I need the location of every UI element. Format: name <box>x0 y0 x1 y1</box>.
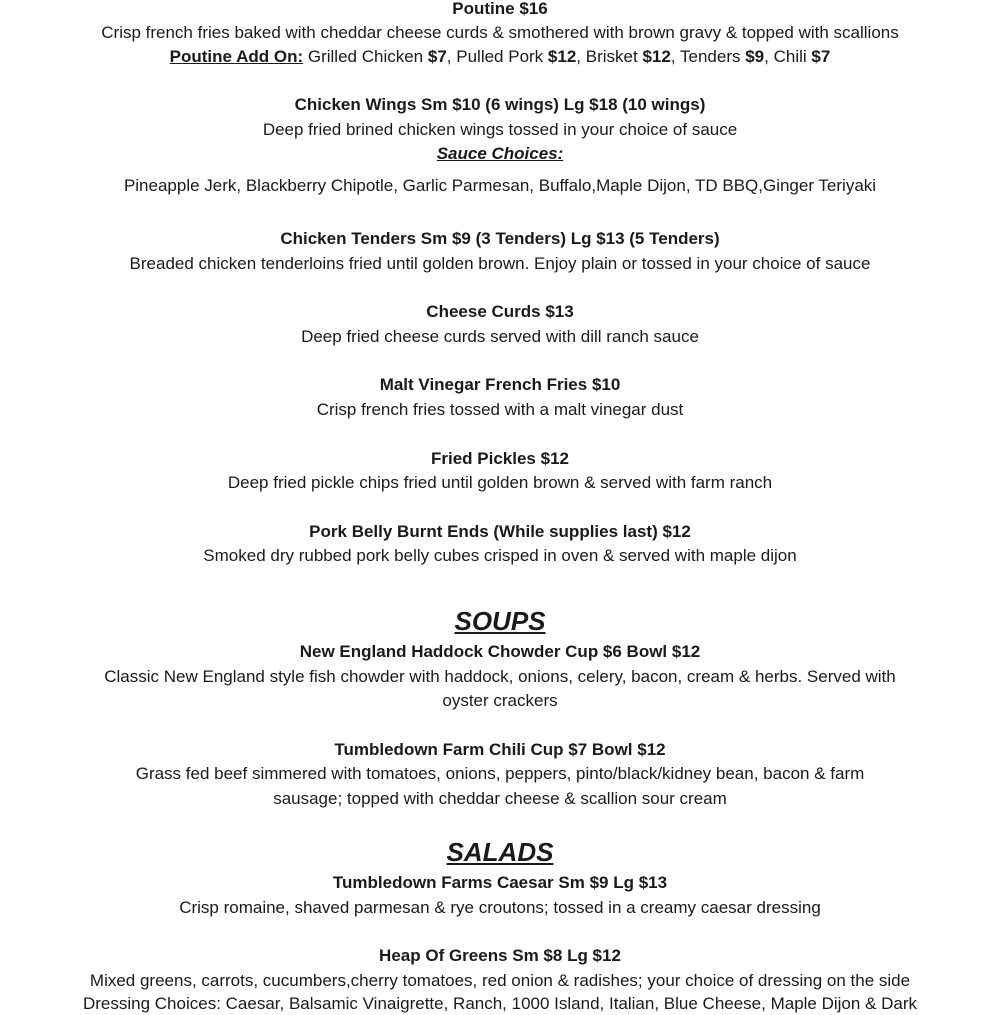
greens-title: Heap Of Greens Sm $8 Lg $12 <box>379 946 621 965</box>
pork-belly-description: Smoked dry rubbed pork belly cubes crisped in oven & served with maple dijon <box>203 546 797 565</box>
poutine-addon-label: Poutine Add On: <box>169 47 304 66</box>
addon-item: Grilled Chicken $7, <box>307 47 452 66</box>
fries-description: Crisp french fries tossed with a malt vinegar dust <box>316 400 684 419</box>
addon-item: Tenders $9, <box>680 47 769 66</box>
curds-title: Cheese Curds $13 <box>426 302 574 321</box>
salads-heading: SALADS <box>446 837 554 867</box>
caesar-title: Tumbledown Farms Caesar Sm $9 Lg $13 <box>332 873 668 892</box>
curds-description: Deep fried cheese curds served with dill ranch sauce <box>301 327 699 346</box>
chowder-title: New England Haddock Chowder Cup $6 Bowl $12 <box>299 642 701 661</box>
greens-description: Mixed greens, carrots, cucumbers,cherry tomatoes, red onion & radishes; your choice of dressing on the side <box>89 971 911 990</box>
addon-item: Brisket $12, <box>585 47 676 66</box>
wings-description: Deep fried brined chicken wings tossed in your choice of sauce <box>262 120 738 139</box>
chowder-description-line-1: Classic New England style fish chowder with haddock, onions, celery, bacon, cream & herbs. Served with <box>104 667 896 686</box>
pork-belly-title: Pork Belly Burnt Ends (While supplies last) $12 <box>309 522 691 541</box>
soups-heading: SOUPS <box>454 606 546 636</box>
fries-title: Malt Vinegar French Fries $10 <box>379 375 621 394</box>
sauce-choices-list: Pineapple Jerk, Blackberry Chipotle, Garlic Parmesan, Buffalo,Maple Dijon, TD BBQ,Ginger Teriyaki <box>123 176 877 195</box>
chowder-description-line-2: oyster crackers <box>442 691 558 710</box>
chili-description-line-1: Grass fed beef simmered with tomatoes, onions, peppers, pinto/black/kidney bean, bacon & farm <box>135 764 865 783</box>
poutine-addons <box>0 46 1000 68</box>
tenders-description: Breaded chicken tenderloins fried until golden brown. Enjoy plain or tossed in your choice of sauce <box>129 254 871 273</box>
chili-description-line-2: sausage; topped with cheddar cheese & scallion sour cream <box>273 789 727 808</box>
pickles-title: Fried Pickles $12 <box>431 449 569 468</box>
wings-title: Chicken Wings Sm $10 (6 wings) Lg $18 (10 wings) <box>294 95 706 114</box>
dressing-choices-partial: Dressing Choices: Caesar, Balsamic Vinaigrette, Ranch, 1000 Island, Italian, Blue Cheese, Maple Dijon & Dark <box>82 994 918 1013</box>
tenders-title: Chicken Tenders Sm $9 (3 Tenders) Lg $13 (5 Tenders) <box>280 229 720 248</box>
poutine-title: Poutine $16 <box>452 0 548 18</box>
sauce-choices-label: Sauce Choices: <box>436 144 564 163</box>
caesar-description: Crisp romaine, shaved parmesan & rye croutons; tossed in a creamy caesar dressing <box>179 898 821 917</box>
poutine-description: Crisp french fries baked with cheddar cheese curds & smothered with brown gravy & topped with scallions <box>101 23 899 42</box>
pickles-description: Deep fried pickle chips fried until golden brown & served with farm ranch <box>227 473 773 492</box>
addon-item: Chili $7 <box>773 47 831 66</box>
chili-title: Tumbledown Farm Chili Cup $7 Bowl $12 <box>334 740 666 759</box>
addon-item: Pulled Pork $12, <box>456 47 582 66</box>
